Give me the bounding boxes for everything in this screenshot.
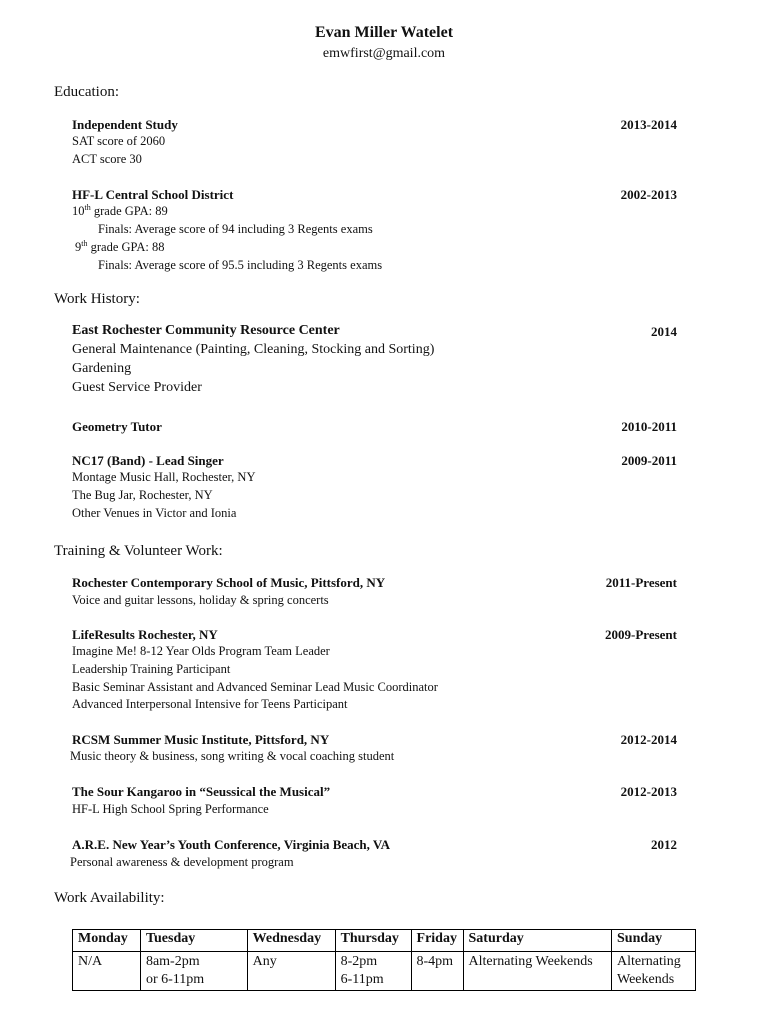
cell-saturday: Alternating Weekends	[463, 952, 612, 991]
entry-title-are-conference: A.R.E. New Year’s Youth Conference, Virginia Beach, VA	[72, 837, 390, 852]
header-tuesday: Tuesday	[140, 930, 247, 952]
header-friday: Friday	[411, 930, 463, 952]
detail-line: Voice and guitar lessons, holiday & spring concerts	[72, 593, 329, 607]
section-heading-education: Education:	[54, 84, 119, 100]
detail-line: Guest Service Provider	[72, 380, 202, 395]
resume-name: Evan Miller Watelet	[314, 24, 454, 41]
detail-line: Imagine Me! 8-12 Year Olds Program Team Leader	[72, 644, 330, 658]
header-sunday: Sunday	[612, 930, 696, 952]
entry-title-liferesults: LifeResults Rochester, NY	[72, 627, 218, 642]
entry-dates-liferesults: 2009-Present	[605, 627, 677, 642]
cell-friday: 8-4pm	[411, 952, 463, 991]
entry-title-erc: East Rochester Community Resource Center	[72, 323, 340, 338]
table-row	[73, 952, 696, 991]
entry-title-hfl-central: HF-L Central School District	[72, 187, 234, 202]
detail-line: ACT score 30	[72, 152, 142, 166]
entry-title-summer-institute: RCSM Summer Music Institute, Pittsford, NY	[72, 732, 330, 747]
detail-line: HF-L High School Spring Performance	[72, 802, 269, 816]
entry-dates-nc17-band: 2009-2011	[621, 453, 677, 468]
header-thursday: Thursday	[335, 930, 411, 952]
entry-dates-sour-kangaroo: 2012-2013	[620, 784, 677, 799]
detail-line: Gardening	[72, 361, 132, 376]
detail-line: The Bug Jar, Rochester, NY	[72, 488, 213, 502]
section-heading-work-history: Work History:	[54, 291, 140, 307]
entry-title-geometry-tutor: Geometry Tutor	[72, 419, 162, 434]
entry-dates-erc: 2014	[651, 324, 677, 339]
detail-line: Montage Music Hall, Rochester, NY	[72, 470, 256, 484]
header-wednesday: Wednesday	[247, 930, 335, 952]
entry-dates-hfl-central: 2002-2013	[620, 187, 677, 202]
header-monday: Monday	[73, 930, 141, 952]
grade-9-finals: Finals: Average score of 95.5 including 3 Regents exams	[98, 258, 383, 272]
detail-line: Other Venues in Victor and Ionia	[72, 506, 237, 520]
entry-title-independent-study: Independent Study	[72, 117, 178, 132]
detail-line: Advanced Interpersonal Intensive for Teens Participant	[72, 697, 348, 711]
detail-line: Personal awareness & development program	[70, 855, 294, 869]
entry-title-sour-kangaroo: The Sour Kangaroo in “Seussical the Musical”	[72, 784, 331, 799]
cell-sunday: Alternating Weekends	[612, 952, 696, 991]
detail-line: SAT score of 2060	[72, 134, 166, 148]
cell-tuesday: 8am-2pm or 6-11pm	[140, 952, 247, 991]
email-address: emwfirst@gmail.com	[322, 46, 446, 61]
grade-10-gpa: 10th grade GPA: 89	[72, 202, 168, 218]
cell-wednesday: Any	[247, 952, 335, 991]
entry-dates-independent-study: 2013-2014	[620, 117, 677, 132]
entry-dates-geometry-tutor: 2010-2011	[621, 419, 677, 434]
grade-9-gpa: 9th grade GPA: 88	[75, 238, 165, 254]
section-heading-availability: Work Availability:	[54, 890, 165, 906]
grade-10-finals: Finals: Average score of 94 including 3 Regents exams	[98, 222, 373, 236]
entry-title-rcsm: Rochester Contemporary School of Music, Pittsford, NY	[72, 575, 386, 590]
detail-line: General Maintenance (Painting, Cleaning, Stocking and Sorting)	[72, 342, 435, 357]
entry-dates-are-conference: 2012	[651, 837, 677, 852]
cell-thursday: 8-2pm 6-11pm	[335, 952, 411, 991]
table-header-row	[73, 930, 696, 952]
entry-dates-rcsm: 2011-Present	[605, 575, 677, 590]
entry-title-nc17-band: NC17 (Band) - Lead Singer	[72, 453, 224, 468]
detail-line: Music theory & business, song writing & vocal coaching student	[70, 749, 395, 763]
detail-line: Leadership Training Participant	[72, 662, 231, 676]
header-saturday: Saturday	[463, 930, 612, 952]
availability-table	[72, 929, 696, 991]
detail-line: Basic Seminar Assistant and Advanced Seminar Lead Music Coordinator	[72, 680, 438, 694]
entry-dates-summer-institute: 2012-2014	[620, 732, 677, 747]
section-heading-training: Training & Volunteer Work:	[54, 543, 223, 559]
cell-monday: N/A	[73, 952, 141, 991]
